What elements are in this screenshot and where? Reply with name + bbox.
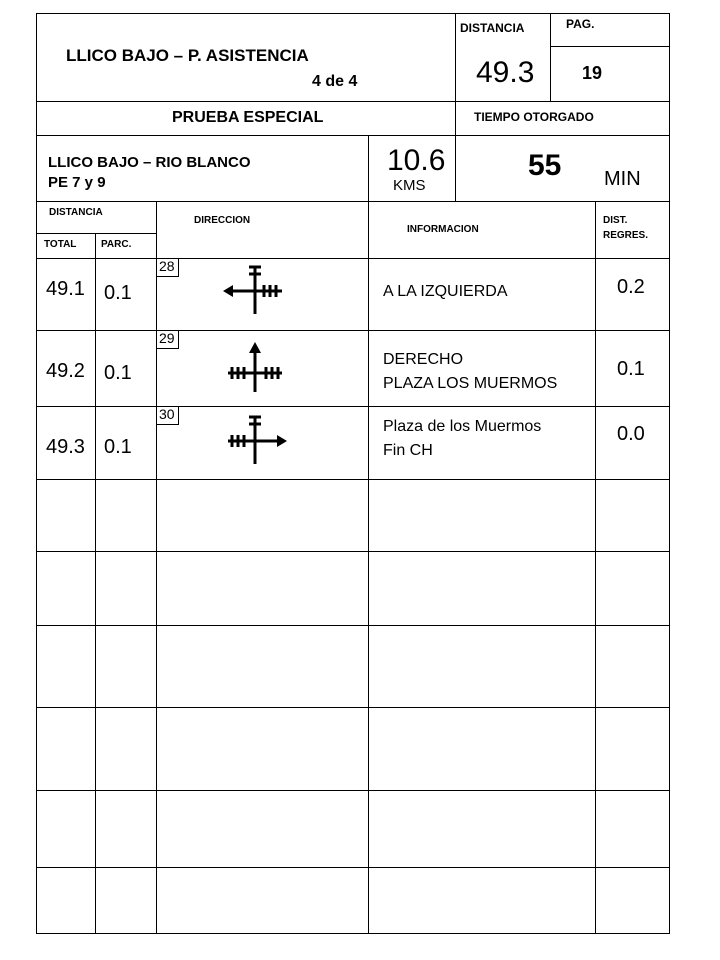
- frame-top: [36, 13, 670, 14]
- row-parc: 0.1: [104, 436, 132, 458]
- row-line: [36, 479, 670, 480]
- col-total-divider: [95, 233, 96, 934]
- row-total: 49.3: [46, 436, 85, 458]
- frame-right: [669, 13, 670, 934]
- pag-value: 19: [582, 63, 603, 83]
- page-subtitle: 4 de 4: [312, 73, 358, 90]
- row-dist-regres: 0.1: [617, 358, 645, 380]
- header-divider-km: [368, 135, 369, 202]
- row-line: [36, 406, 670, 407]
- row-info-line1: A LA IZQUIERDA: [383, 283, 508, 300]
- frame-bottom: [36, 933, 670, 934]
- time-unit: MIN: [604, 168, 641, 190]
- row-dist-regres: 0.0: [617, 423, 645, 445]
- straight-ahead-icon: [220, 340, 290, 396]
- row-line: [36, 790, 670, 791]
- header-line-2: [36, 135, 670, 136]
- col-total-label: TOTAL: [44, 239, 77, 250]
- col-parc-divider: [156, 201, 157, 934]
- tiempo-label: TIEMPO OTORGADO: [474, 110, 594, 124]
- row-total: 49.1: [46, 278, 85, 300]
- stage-km: 10.6: [387, 144, 446, 177]
- col-distancia-label: DISTANCIA: [49, 207, 103, 218]
- col-dist-label: DIST.: [603, 215, 628, 226]
- col-parc-label: PARC.: [101, 239, 132, 250]
- frame-left: [36, 13, 37, 934]
- pag-divider: [550, 46, 670, 47]
- row-dist-regres: 0.2: [617, 276, 645, 298]
- row-line: [36, 551, 670, 552]
- row-line: [36, 330, 670, 331]
- distancia-value: 49.3: [476, 56, 535, 89]
- time-value: 55: [528, 149, 562, 182]
- row-parc: 0.1: [104, 362, 132, 384]
- row-info-line1: Plaza de los Muermos: [383, 418, 542, 435]
- row-number: 30: [156, 407, 179, 425]
- col-direccion-divider: [368, 201, 369, 934]
- header-divider-main: [455, 13, 456, 202]
- distancia-sub-line: [36, 233, 156, 234]
- page-title: LLICO BAJO – P. ASISTENCIA: [66, 46, 309, 65]
- table-header-bottom: [36, 258, 670, 259]
- col-informacion-label: INFORMACION: [407, 224, 479, 235]
- pag-label: PAG.: [566, 17, 595, 31]
- header-line-3: [36, 201, 670, 202]
- row-total: 49.2: [46, 360, 85, 382]
- row-line: [36, 625, 670, 626]
- row-number: 28: [156, 259, 179, 277]
- col-direccion-label: DIRECCION: [194, 215, 251, 226]
- row-line: [36, 867, 670, 868]
- row-info-line2: PLAZA LOS MUERMOS: [383, 375, 558, 392]
- stage-name: LLICO BAJO – RIO BLANCO: [48, 154, 251, 171]
- row-info-line2: Fin CH: [383, 442, 433, 459]
- row-info-line1: DERECHO: [383, 351, 464, 368]
- stage-code: PE 7 y 9: [48, 174, 106, 191]
- header-line-1: [36, 101, 670, 102]
- col-info-divider: [595, 201, 596, 934]
- header-divider-pag: [550, 13, 551, 102]
- stage-km-unit: KMS: [393, 177, 426, 194]
- prueba-label: PRUEBA ESPECIAL: [172, 109, 324, 126]
- row-number: 29: [156, 331, 179, 349]
- turn-left-icon: [220, 262, 290, 318]
- row-line: [36, 707, 670, 708]
- col-regres-label: REGRES.: [603, 230, 649, 241]
- distancia-label: DISTANCIA: [460, 21, 525, 35]
- row-parc: 0.1: [104, 282, 132, 304]
- turn-right-icon: [220, 412, 290, 468]
